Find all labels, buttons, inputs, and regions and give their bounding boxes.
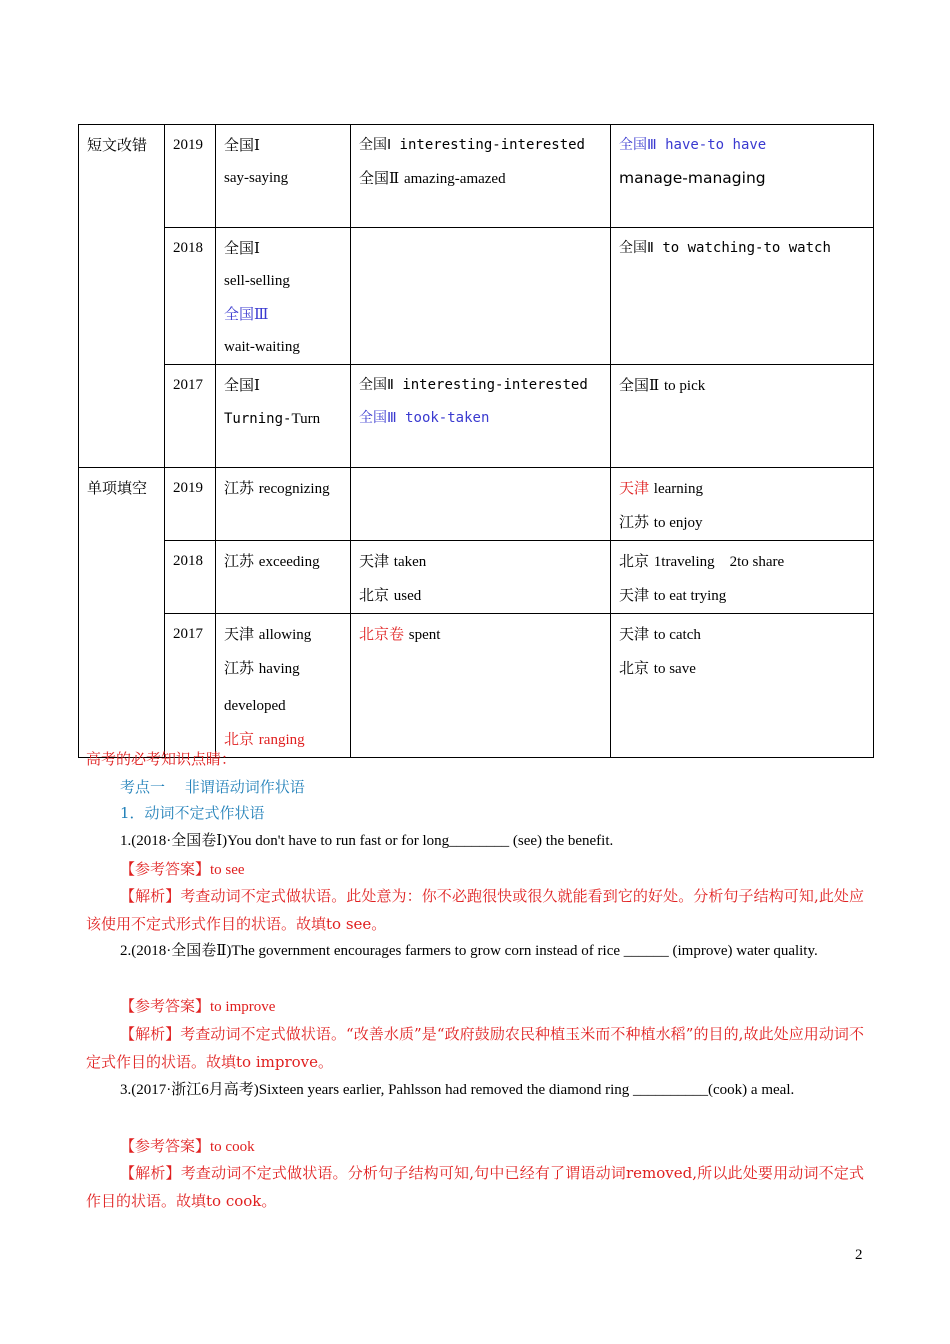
year-cell: 2019 [165, 468, 216, 541]
table-cell: 天津 allowing 江苏 having developed 北京 ranging [216, 614, 351, 758]
table-row [79, 228, 874, 365]
category-cell: 单项填空 [79, 468, 165, 758]
section-intro: 高考的必考知识点睛： [86, 750, 237, 768]
table-row [79, 125, 874, 228]
table-cell: 全国Ⅰ sell-selling 全国Ⅲ wait-waiting [216, 228, 351, 365]
question-stem: 2.(2018·全国卷Ⅱ)The government encourages farmers to grow corn instead of rice ______ (improve) water quality. [120, 943, 818, 959]
category-cell: 短文改错 [79, 125, 165, 468]
year-cell: 2019 [165, 125, 216, 228]
table-row [79, 614, 874, 758]
table-cell: 天津 taken 北京 used [351, 541, 611, 614]
table-row [79, 541, 874, 614]
table-cell: 全国Ⅱ interesting-interested 全国Ⅲ took-taken [351, 365, 611, 468]
question-stem: 3.(2017·浙江6月高考)Sixteen years earlier, Pahlsson had removed the diamond ring __________(cook) a meal. [120, 1082, 795, 1098]
page-number: 2 [855, 1247, 863, 1263]
table-cell: 全国Ⅰ say-saying [216, 125, 351, 228]
table-cell: 全国Ⅱ to watching-to watch [611, 228, 874, 365]
year-cell: 2017 [165, 614, 216, 758]
table-cell [351, 468, 611, 541]
question-stem: 1.(2018·全国卷Ⅰ)You don't have to run fast or for long________ (see) the benefit. [120, 833, 614, 849]
analysis-text: 【解析】考查动词不定式做状语。此处意为：你不必跑很快或很久就能看到它的好处。分析句子结构可知,此处应该使用不定式形式作目的状语。故填to see。 [86, 887, 864, 933]
answer-line: 【参考答案】to see [120, 860, 245, 878]
subheading: 1．动词不定式作状语 [120, 804, 265, 822]
answer-line: 【参考答案】to improve [120, 997, 276, 1015]
analysis-text: 【解析】考查动词不定式做状语。“改善水质”是“政府鼓励农民种植玉米而不种植水稻”的目的,故此处应用动词不定式作目的状语。故填to improve。 [86, 1025, 864, 1071]
table-cell: 江苏 recognizing [216, 468, 351, 541]
table-cell: 全国Ⅲ have-to have manage-managing [611, 125, 874, 228]
table-cell: 江苏 exceeding [216, 541, 351, 614]
year-cell: 2018 [165, 541, 216, 614]
table-cell: 全国Ⅰ interesting-interested 全国Ⅱ amazing-amazed [351, 125, 611, 228]
analysis-text: 【解析】考查动词不定式做状语。分析句子结构可知,句中已经有了谓语动词removed,所以此处要用动词不定式作目的状语。故填to cook。 [86, 1164, 864, 1210]
exam-summary-table [78, 124, 874, 758]
table-cell: 北京卷 spent [351, 614, 611, 758]
table-cell: 天津 learning 江苏 to enjoy [611, 468, 874, 541]
table-cell: 北京 1traveling 2to share 天津 to eat trying [611, 541, 874, 614]
table-cell: 天津 to catch 北京 to save [611, 614, 874, 758]
year-cell: 2017 [165, 365, 216, 468]
table-cell [351, 228, 611, 365]
table-row [79, 365, 874, 468]
answer-line: 【参考答案】to cook [120, 1137, 255, 1155]
year-cell: 2018 [165, 228, 216, 365]
table-cell: 全国Ⅱ to pick [611, 365, 874, 468]
kaodian-heading: 考点一 非谓语动词作状语 [120, 778, 305, 796]
table-cell: 全国Ⅰ Turning-Turn [216, 365, 351, 468]
table-row [79, 468, 874, 541]
